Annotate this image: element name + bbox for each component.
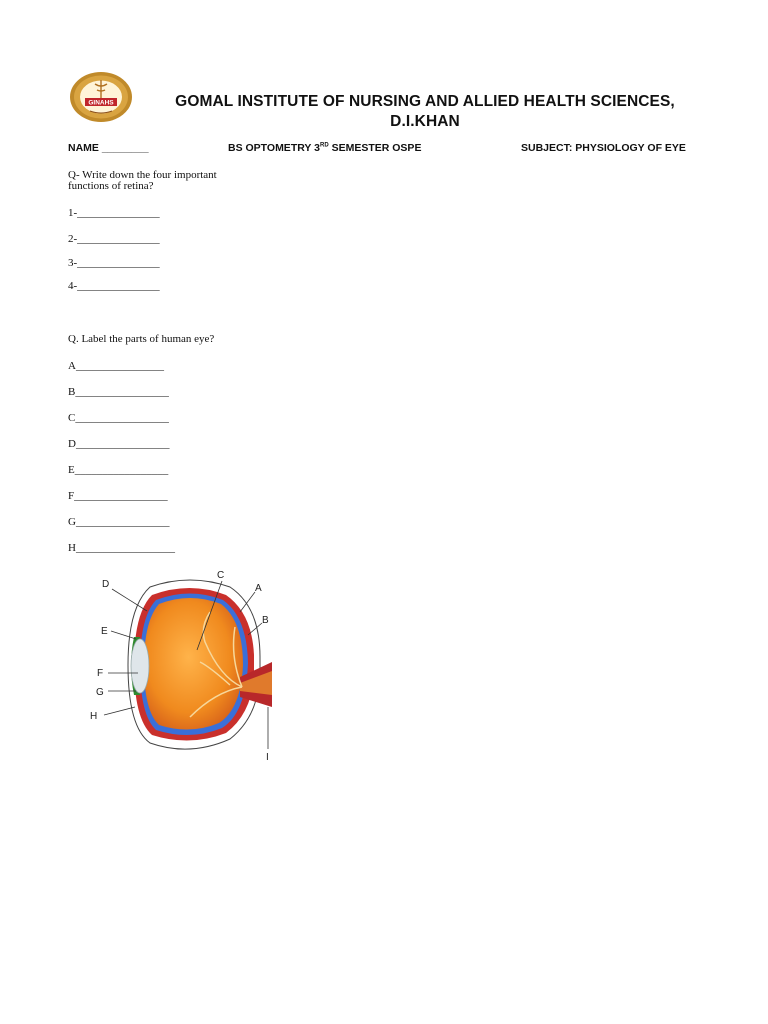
question-1-line-1: Q- Write down the four important: [68, 169, 217, 181]
diagram-label-h: H: [90, 711, 98, 722]
answer-blank-4[interactable]: 4-_______________: [68, 280, 160, 292]
label-blank-d[interactable]: D_________________: [68, 438, 170, 450]
question-1-text: [68, 170, 258, 192]
diagram-label-f: F: [97, 668, 104, 679]
diagram-label-a: A: [255, 583, 262, 594]
vitreous-body: [144, 598, 243, 730]
diagram-label-d: D: [102, 579, 110, 590]
label-blank-c[interactable]: C_________________: [68, 412, 169, 424]
answer-blank-2[interactable]: 2-_______________: [68, 233, 160, 245]
institute-title-line-2: D.I.KHAN: [390, 113, 460, 130]
eye-diagram: [90, 567, 272, 762]
label-blank-b[interactable]: B_________________: [68, 386, 169, 398]
answer-blank-1[interactable]: 1-_______________: [68, 207, 160, 219]
logo-text: GINAHS: [88, 99, 114, 107]
name-field-label: NAME ________: [68, 142, 149, 154]
diagram-label-e: E: [101, 626, 108, 637]
institute-logo: [68, 70, 134, 124]
subject-label: SUBJECT: PHYSIOLOGY OF EYE: [521, 142, 686, 154]
diagram-label-g: G: [96, 687, 104, 698]
lens: [131, 639, 149, 693]
institute-title-line-1: GOMAL INSTITUTE OF NURSING AND ALLIED HEALTH SCIENCES,: [175, 93, 675, 110]
question-1-line-2: functions of retina?: [68, 180, 154, 192]
label-blank-a[interactable]: A________________: [68, 360, 164, 372]
label-blank-g[interactable]: G_________________: [68, 516, 170, 528]
course-superscript: RD: [320, 142, 329, 149]
label-blank-e[interactable]: E_________________: [68, 464, 169, 476]
answer-blank-3[interactable]: 3-_______________: [68, 257, 160, 269]
diagram-label-c: C: [217, 570, 225, 581]
course-label: [228, 142, 421, 154]
question-2-text: Q. Label the parts of human eye?: [68, 333, 215, 345]
label-blank-f[interactable]: F_________________: [68, 490, 168, 502]
diagram-label-i: I: [266, 752, 269, 762]
course-suffix: SEMESTER OSPE: [328, 142, 422, 154]
label-blank-h[interactable]: H__________________: [68, 542, 175, 554]
diagram-label-b: B: [262, 615, 269, 626]
course-prefix: BS OPTOMETRY 3: [228, 142, 320, 154]
